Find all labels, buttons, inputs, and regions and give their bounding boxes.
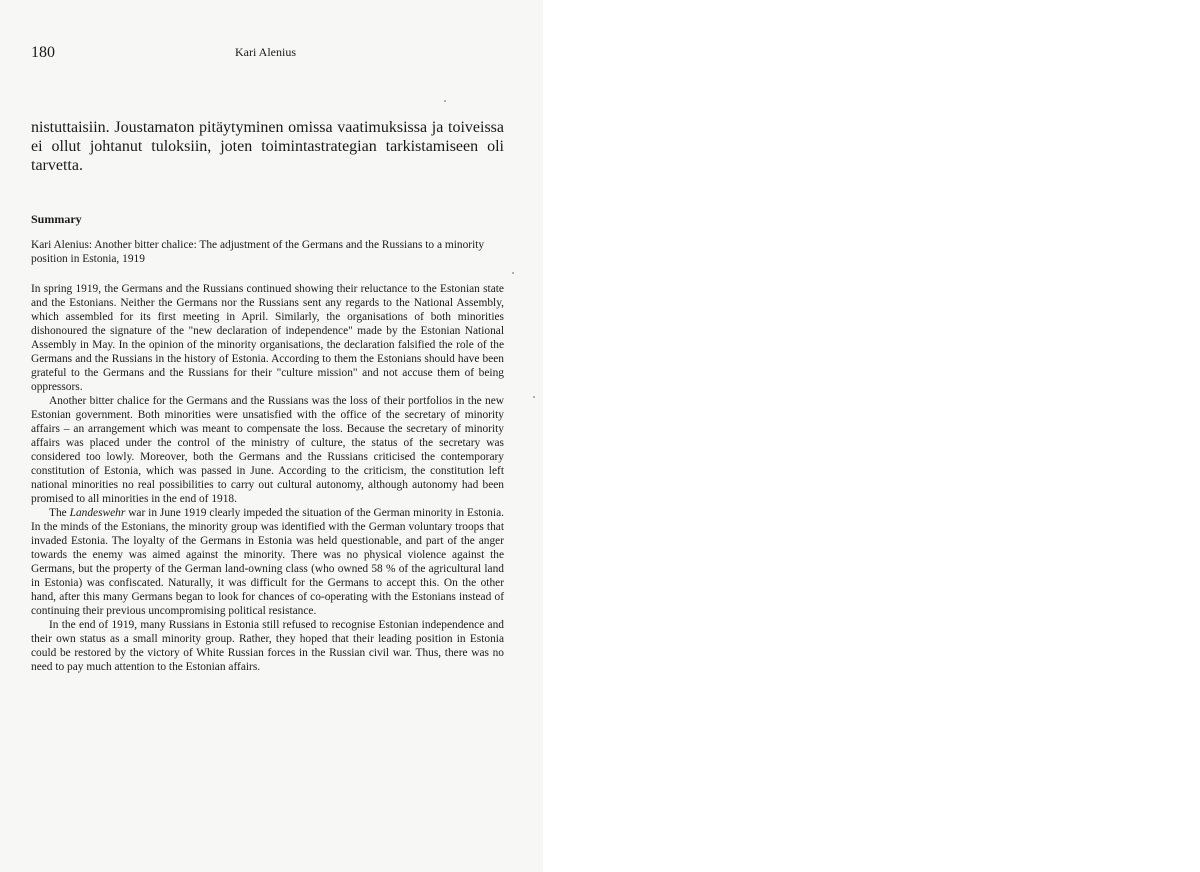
scan-speck bbox=[512, 272, 514, 274]
summary-title: Kari Alenius: Another bitter chalice: The adjustment of the Germans and the Russians to a minority position in Estonia, 1919 bbox=[31, 239, 485, 265]
paragraph-3-prefix: The bbox=[49, 507, 70, 519]
scan-speck bbox=[533, 396, 535, 398]
summary-paragraph-3 bbox=[31, 506, 504, 618]
summary-paragraph-4: In the end of 1919, many Russians in Estonia still refused to recognise Estonian independence and their own status as a small minority group. Rather, they hoped that their leading position in Estonia could be restored by the victory of White Russian forces in the Russian civil war. Thus, there was no need to pay much attention to the Estonian affairs. bbox=[31, 619, 504, 673]
summary-heading: Summary bbox=[31, 212, 82, 226]
summary-paragraph-1: In spring 1919, the Germans and the Russians continued showing their reluctance to the Estonian state and the Estonians. Neither the Germans nor the Russians sent any regards to the National Assembly, which assembled for its first meeting in April. Similarly, the organisations of both minorities dishonoured the signature of the "new declaration of independence" made by the Estonian National Assembly in May. In the opinion of the minority organisations, the declaration falsified the role of the Germans and the Russians in the history of Estonia. According to them the Estonians should have been grateful to the Germans and the Russians for their "culture mission" and not accuse them of being oppressors. bbox=[31, 283, 504, 393]
bleed-through-text bbox=[40, 685, 531, 835]
landeswehr-term: Landeswehr bbox=[69, 507, 126, 519]
blank-area bbox=[543, 0, 1200, 872]
summary-body bbox=[31, 282, 504, 674]
scan-speck bbox=[444, 100, 446, 102]
summary-paragraph-2: Another bitter chalice for the Germans and the Russians was the loss of their portfolios in the new Estonian government. Both minorities were unsatisfied with the office of the secretary of minority affairs – an arrangement which was meant to compensate the loss. Because the secretary of minority affairs was placed under the control of the ministry of culture, the status of the secretary was considered too lowly. Moreover, both the Germans and the Russians criticised the contemporary constitution of Estonia, which was passed in June. According to the criticism, the constitution left national minorities no real possibilities to carry out cultural autonomy, although autonomy had been promised to all minorities in the end of 1918. bbox=[31, 395, 504, 505]
running-head: Kari Alenius bbox=[235, 45, 296, 59]
book-page bbox=[0, 0, 543, 872]
paragraph-3-text: war in June 1919 clearly impeded the situation of the German minority in Estonia. In the minds of the Estonians, the minority group was identified with the German voluntary troops that invaded Estonia. The loyalty of the Germans in Estonia was held questionable, and part of the anger towards the enemy was aimed against the minority. There was no physical violence against the Germans, but the property of the German land-owning class (who owned 58 % of the agricultural land in Estonia) was confiscated. Naturally, it was difficult for the Germans to accept this. On the other hand, after this many Germans began to look for chances of co-operating with the Estonians instead of continuing their previous uncompromising political resistance. bbox=[31, 507, 504, 617]
page-number: 180 bbox=[31, 44, 55, 61]
intro-paragraph: nistuttaisiin. Joustamaton pitäytyminen omissa vaatimuksissa ja toiveissa ei ollut johtanut tuloksiin, joten toimintastrategian tarkistamiseen oli tarvetta. bbox=[31, 119, 504, 174]
